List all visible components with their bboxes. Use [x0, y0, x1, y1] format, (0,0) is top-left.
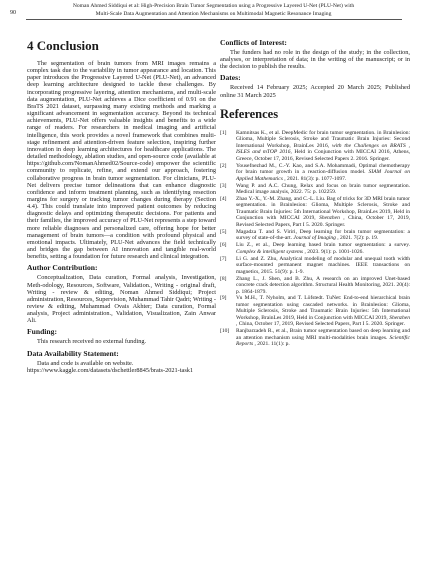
- reference-text: Ranjbarzadeh R., et al., Brain tumor segmentation based on deep learning and an attention mechanism using MRI multi-modalities brain images.: [236, 328, 410, 341]
- reference-number: [7]: [220, 255, 227, 262]
- conflicts-text: The funders had no role in the design of the study; in the collection, analyses, or interpretation of data; in the writing of the manuscript; or in the decision to publish the results.: [220, 49, 410, 71]
- conclusion-heading: 4 Conclusion: [27, 38, 99, 53]
- funding-heading: Funding:: [27, 327, 57, 337]
- reference-number: [9]: [220, 295, 227, 302]
- reference-item: [220, 295, 410, 328]
- reference-item: [220, 328, 410, 348]
- reference-journal: Complex & intelligent systems: [236, 248, 304, 255]
- running-head-line-1: Noman Ahmed Siddiqui et al: High-Precision Brain Tumor Segmentation using a Progressive Layered U-Net (PLU-Net) with: [72, 3, 355, 9]
- reference-number: [4]: [220, 195, 227, 202]
- data-availability-text: Data and code is available on website. https://www.kaggle.com/datasets/dschettler8845/brats-2021-task1: [27, 359, 194, 374]
- reference-text: Magadza T. and S. Viriri, Deep learning for brain tumor segmentation: a survey of state-of-the-art.: [236, 228, 410, 242]
- reference-text: , 2021. 81(3): p. 1077-1097.: [282, 175, 347, 182]
- reference-text: , Held in Conjunction with MICCAI 2016, Athens, Greece, October 17, 2016, Revised Selected Papers 2. 2016. Springer.: [236, 149, 410, 162]
- reference-item: [220, 276, 410, 296]
- reference-text: Liu Z., et al., Deep learning based brain tumor segmentation: a survey.: [236, 242, 410, 249]
- header-rule: [26, 19, 402, 20]
- reference-journal: SIAM Journal on Applied Mathematics: [236, 169, 410, 182]
- reference-text: , China, October 17, 2019, Revised Selected Papers, Part I 5. 2020. Springer.: [236, 321, 405, 328]
- reference-text: Kamnitsas K., et al. DeepMedic for brain tumor segmentation. in Brainlesion: Glioma, Multiple Sclerosis, Stroke and Traumatic Brain Injuries: Second International Workshop, BrainLes 2016,: [236, 129, 410, 149]
- reference-text: Yousefnezhad M., C.-Y. Kao, and S.A. Mohammadi, Optimal chemotherapy for brain tumor growth in a reaction-diffusion model.: [236, 162, 410, 176]
- reference-number: [1]: [220, 129, 227, 136]
- references-heading: References: [220, 106, 279, 121]
- author-contribution-heading: Author Contribution:: [27, 263, 98, 273]
- reference-number: [8]: [220, 275, 227, 282]
- reference-item: [220, 183, 410, 196]
- author-contribution-text: Conceptualization, Data curation, Formal analysis, Investigation, Meth-odology, Resources, Software, Validation., Writing - original draft, Writing - review & editing, Noman Ahmed Siddiqui; Project administration, Resources, Supervision, Muhammad Tahir Qadri; Writing - review & editing, Muhammad Ovais Akhter; Data curation, Formal analysis, Project administration., Validation, Visualization, Zain Anwar Ali.: [27, 274, 216, 325]
- reference-number: [2]: [220, 162, 227, 169]
- reference-item: [220, 229, 410, 242]
- left-column: [27, 38, 216, 374]
- reference-journal: with the Challenges on BRATS , ISLES and mTOP 2016: [236, 142, 411, 156]
- dates-text: Received 14 February 2025; Accepted 20 March 2025; Published online 31 March 2025: [220, 84, 410, 99]
- conflicts-heading: Conflicts of Interest:: [220, 38, 287, 47]
- reference-journal: Shenzhen: [319, 215, 340, 222]
- reference-item: [220, 196, 410, 229]
- reference-text: Zhang L., J. Shen, and B. Zhu, A research on an improved Unet-based concrete crack detection algorithm. Structural Health Monitoring, 2021. 20(4): p. 1864-1879.: [236, 275, 410, 295]
- reference-number: [10]: [220, 328, 230, 335]
- reference-list: [220, 130, 410, 348]
- reference-item: [220, 163, 410, 183]
- reference-journal: Journal of Imaging: [293, 235, 336, 242]
- reference-text: Zhao Y.-X., Y.-M. Zhang, and C.-L. Liu. Bag of tricks for 3D MRI brain tumor segmentation. in Brainlesion: Glioma, Multiple Sclerosis, Stroke and Traumatic Brain Injuries: 5th International Workshop, BrainLes 2019, Held in Conjunction with MICCAI 2019,: [236, 195, 410, 222]
- reference-text: , 2021. 11(1): p.: [253, 341, 290, 348]
- reference-text: , 2021. 7(2): p. 19.: [335, 235, 379, 242]
- funding-text: This research received no external funding.: [37, 338, 147, 346]
- reference-item: [220, 256, 410, 276]
- data-availability-heading: Data Availability Statement:: [27, 348, 119, 358]
- reference-item: [220, 242, 410, 255]
- reference-number: [3]: [220, 182, 227, 189]
- right-column: [220, 38, 410, 348]
- reference-text: Li G. and Z. Zhu, Analytical modeling of modular and unequal tooth width surface-mounted permanent magnet machines. IEEE transactions on magnetics, 2015. 51(9): p. 1-9.: [236, 255, 410, 275]
- reference-journal: Scientific Reports: [236, 334, 410, 348]
- reference-text: , 2023. 9(1): p. 1001-1026.: [303, 248, 364, 255]
- reference-journal: Shenzhen: [389, 314, 410, 321]
- page-number: 90: [10, 10, 16, 16]
- reference-number: [5]: [220, 228, 227, 235]
- page-header: [0, 0, 427, 30]
- dates-heading: Dates:: [220, 73, 241, 83]
- reference-text: Vu M.H., T. Nyholm, and T. Löfstedt. TuNet: End-to-end hierarchical brain tumor segmentation using cascaded networks. in Brainlesion: Glioma, Multiple Sclerosis, Stroke and Traumatic Brain Injuries: 5th International Workshop, BrainLes 2019, Held in Conjunction with MICCAI 2019,: [236, 295, 410, 321]
- reference-number: [6]: [220, 242, 227, 249]
- running-head-line-2: Multi-Scale Data Augmentation and Attention Mechanisms on Multimodal Magnetic Resonance Imaging: [95, 11, 332, 17]
- conclusion-paragraph: The segmentation of brain tumors from MRI images remains a complex task due to the variability in tumor appearance and location. This paper introduces the Progressive Layered U-Net (PLU-Net), an advanced deep learning architecture designed to tackle these challenges. By incorporating progressive layering, attention mechanisms, and multi-scale data augmentation, PLU-Net achieves a Dice coefficient of 0.91 on the BraTS 2021 dataset, surpassing many existing methods and marking a significant advancement in segmentation accuracy. Beyond its technical achievements, PLU-Net offers valuable insights and benefits to a wide range of readers. For researchers in medical imaging and artificial intelligence, this work provides a novel framework that combines multi-stage refinement and attention-driven feature selection, inspiring further innovation in deep learning architectures for healthcare applications. The detailed methodology, ablation studies, and open-source code (available at https://github.com/NomanAhmed02/Source-code) empower the scientific community to replicate, refine, and extend our approach, fostering collaborative progress in brain tumor segmentation. For clinicians, PLU-Net delivers precise tumor delineations that can enhance diagnostic confidence and inform treatment planning, such as identifying resection margins for surgery or tracking tumor changes during therapy (Section 4.4). This could translate into improved patient outcomes by reducing diagnostic delays and optimizing therapeutic decisions. For patients and their families, the improved accuracy of PLU-Net represents a step toward more reliable diagnoses and personalized care, offering hope for better management of brain tumors—a condition with profound physical and emotional impacts. Ultimately, PLU-Net advances the field technically and bridges the gap between AI innovation and tangible real-world benefits, setting a foundation for future research and clinical integration.: [27, 60, 216, 261]
- reference-text: , China, October 17, 2019, Revised Selected Papers, Part I 5. 2020. Springer.: [236, 215, 410, 228]
- reference-text: Wang P. and A.C. Chung, Relax and focus on brain tumor segmentation. Medical image analysis, 2022. 75: p. 102259.: [236, 182, 410, 196]
- reference-item: [220, 130, 410, 163]
